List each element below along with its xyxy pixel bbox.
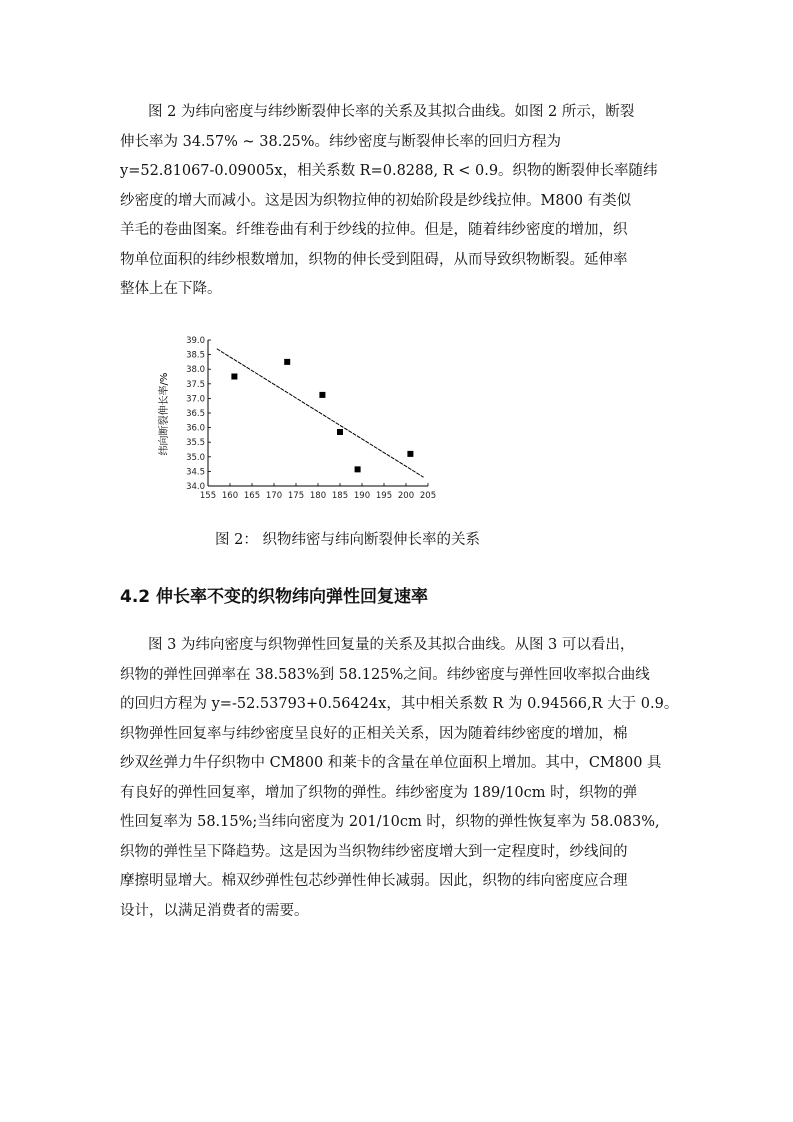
paragraph-line: 整体上在下降。 — [120, 281, 222, 297]
x-tick-label: 170 — [265, 491, 283, 501]
y-tick-label: 34.5 — [186, 467, 205, 478]
y-ticks — [186, 336, 211, 492]
paragraph-line: 图 3 为纬向密度与织物弹性回复量的关系及其拟合曲线。从图 3 可以看出， — [148, 637, 635, 653]
x-tick-label: 180 — [309, 491, 327, 501]
fit-line — [217, 349, 424, 477]
x-tick-label: 160 — [221, 491, 239, 501]
data-point — [319, 392, 325, 398]
figure-caption: 图 2： 织物纬密与纬向断裂伸长率的关系 — [215, 532, 480, 548]
paragraph-line: 设计，以满足消费者的需要。 — [120, 902, 309, 919]
paragraph-line: 摩擦明显增大。棉双纱弹性包芯纱弹性伸长减弱。因此，织物的纬向密度应合理 — [120, 873, 628, 889]
y-tick-label: 35.5 — [186, 438, 205, 449]
x-tick-label: 205 — [419, 491, 437, 501]
chart-axes — [208, 340, 428, 486]
y-tick-label: 35.0 — [186, 452, 205, 463]
paragraph-line: 织物弹性回复率与纬纱密度呈良好的正相关关系，因为随着纬纱密度的增加，棉 — [120, 725, 628, 742]
x-tick-label: 190 — [353, 491, 371, 501]
y-tick-label: 37.5 — [186, 379, 205, 390]
data-point — [284, 359, 290, 365]
y-tick-label: 37.0 — [186, 394, 205, 405]
paragraph-line: 的回归方程为 y=-52.53793+0.56424x，其中相关系数 R 为 0.94566,R 大于 0.9。 — [120, 696, 679, 712]
y-tick-label: 36.5 — [186, 409, 205, 419]
fit-line-group — [217, 349, 424, 477]
chart-svg — [150, 332, 450, 517]
y-tick-label: 38.5 — [186, 350, 205, 361]
data-point — [355, 466, 361, 472]
paragraph-line: 羊毛的卷曲图案。纤维卷曲有利于纱线的拉伸。但是，随着纬纱密度的增加，织 — [120, 222, 628, 238]
paragraph-line: 有良好的弹性回复率，增加了织物的弹性。纬纱密度为 189/10cm 时，织物的弹 — [120, 784, 638, 801]
paragraph-line: y=52.81067-0.09005x，相关系数 R=0.8288, R < 0.9。织物的断裂伸长率随纬 — [120, 163, 658, 179]
paragraph-line: 织物的弹性呈下降趋势。这是因为当织物纬纱密度增大到一定程度时，纱线间的 — [120, 843, 628, 860]
y-tick-label: 34.0 — [186, 482, 205, 492]
x-tick-label: 195 — [375, 491, 393, 501]
paragraph-fig3-description — [120, 631, 680, 926]
y-tick-label: 38.0 — [186, 365, 205, 376]
x-tick-label: 175 — [287, 491, 305, 501]
data-point — [231, 374, 237, 380]
x-tick-label: 165 — [243, 491, 261, 501]
data-point — [337, 429, 343, 435]
paragraph-line: 织物的弹性回弹率在 38.583%到 58.125%之间。纬纱密度与弹性回收率拟合曲线 — [120, 666, 650, 683]
paragraph-line: 伸长率为 34.57% ~ 38.25%。纬纱密度与断裂伸长率的回归方程为 — [120, 133, 562, 150]
figure-2-scatter-chart — [150, 332, 450, 517]
x-tick-label: 200 — [397, 491, 415, 501]
section-heading: 4.2 伸长率不变的织物纬向弹性回复速率 — [120, 587, 429, 607]
paragraph-line: 纱双丝弹力牛仔织物中 CM800 和莱卡的含量在单位面积上增加。其中，CM800 具 — [120, 755, 662, 771]
data-point — [407, 451, 413, 457]
x-tick-label: 185 — [331, 491, 349, 501]
paragraph-line: 物单位面积的纬纱根数增加，织物的伸长受到阻碍，从而导致织物断裂。延伸率 — [120, 251, 628, 268]
paragraph-line: 图 2 为纬向密度与纬纱断裂伸长率的关系及其拟合曲线。如图 2 所示，断裂 — [148, 104, 635, 120]
x-tick-label: 155 — [199, 491, 217, 501]
y-axis-label: 纬向断裂伸长率/% — [159, 372, 170, 456]
paragraph-line: 性回复率为 58.15%;当纬向密度为 201/10cm 时，织物的弹性恢复率为 58.083%, — [120, 814, 660, 830]
y-tick-label: 36.0 — [186, 423, 205, 434]
y-tick-label: 39.0 — [186, 336, 205, 346]
paragraph-line: 纱密度的增大而减小。这是因为织物拉伸的初始阶段是纱线拉伸。M800 有类似 — [120, 192, 632, 209]
paragraph-fig2-description — [120, 98, 680, 305]
data-points — [231, 359, 413, 472]
